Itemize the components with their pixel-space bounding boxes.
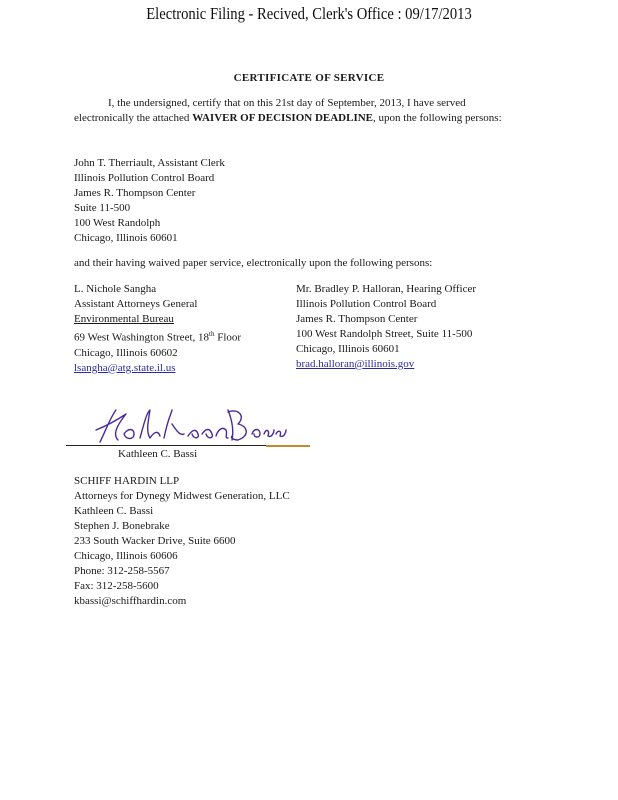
filing-stamp-header: Electronic Filing - Recived, Clerk's Office : 09/17/2013 xyxy=(146,4,472,23)
recipient-department-text: Environmental Bureau xyxy=(74,313,174,325)
intro-paragraph xyxy=(74,96,514,126)
recipient-street: 100 West Randolph Street, Suite 11-500 xyxy=(296,328,473,340)
intro-text-part2: , upon the following persons: xyxy=(373,112,502,124)
recipient-building: James R. Thompson Center xyxy=(296,313,418,325)
street-prefix: 69 West Washington Street, 18 xyxy=(74,331,210,344)
primary-recipient-address xyxy=(74,156,225,246)
recipient-name: Mr. Bradley P. Halloran, Hearing Officer xyxy=(296,283,477,295)
signature-block xyxy=(66,404,326,464)
address-line: John T. Therriault, Assistant Clerk xyxy=(74,157,225,169)
intro-document-name: WAIVER OF DECISION DEADLINE xyxy=(192,112,374,124)
street-ordinal: th xyxy=(209,330,215,338)
sender-line: Attorneys for Dynegy Midwest Generation, LLC xyxy=(74,490,290,502)
recipient-email-link[interactable]: brad.halloran@illinois.gov xyxy=(296,358,415,370)
sender-line: Chicago, Illinois 60606 xyxy=(74,550,178,562)
document-title: CERTIFICATE OF SERVICE xyxy=(233,72,385,84)
recipient-street xyxy=(74,327,241,346)
address-line: Suite 11-500 xyxy=(74,202,131,214)
recipient-department xyxy=(74,312,241,327)
address-line: James R. Thompson Center xyxy=(74,187,196,199)
recipient-name: L. Nichole Sangha xyxy=(74,283,157,295)
sender-email: kbassi@schiffhardin.com xyxy=(74,595,187,607)
sender-line: 233 South Wacker Drive, Suite 6600 xyxy=(74,535,236,547)
recipient-email-link[interactable]: lsangha@atg.state.il.us xyxy=(74,361,176,374)
right-recipient-address xyxy=(296,282,476,372)
street-suffix: Floor xyxy=(214,331,242,344)
sender-line: Fax: 312-258-5600 xyxy=(74,580,159,592)
address-line: 100 West Randolph xyxy=(74,217,161,229)
address-line: Illinois Pollution Control Board xyxy=(74,172,215,184)
recipient-city: Chicago, Illinois 60602 xyxy=(74,346,178,359)
recipient-org: Illinois Pollution Control Board xyxy=(296,298,437,310)
intro-text-part1: I, the undersigned, certify that on this 21st day of September, 2013, I have served electronically the attached xyxy=(74,97,466,124)
address-line: Chicago, Illinois 60601 xyxy=(74,232,178,244)
sender-line: SCHIFF HARDIN LLP xyxy=(74,475,180,487)
sender-address xyxy=(74,474,290,609)
recipient-title: Assistant Attorneys General xyxy=(74,298,198,310)
signature-accent-line xyxy=(266,445,310,447)
left-recipient-address xyxy=(74,282,241,376)
sender-line: Stephen J. Bonebrake xyxy=(74,520,170,532)
signer-printed-name: Kathleen C. Bassi xyxy=(118,448,198,460)
waived-service-text: and their having waived paper service, electronically upon the following persons: xyxy=(74,257,433,269)
sender-line: Kathleen C. Bassi xyxy=(74,505,154,517)
recipient-city: Chicago, Illinois 60601 xyxy=(296,343,400,355)
sender-line: Phone: 312-258-5567 xyxy=(74,565,170,577)
